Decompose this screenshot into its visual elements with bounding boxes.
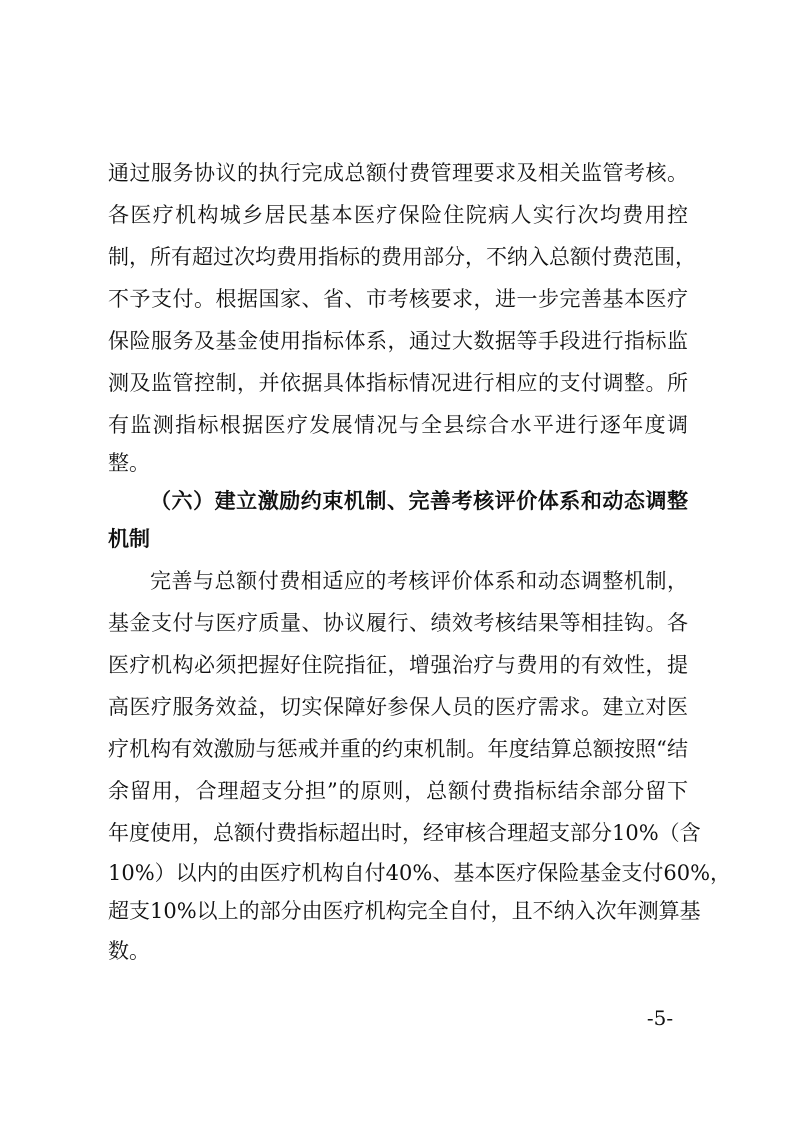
body-line: 数。 xyxy=(108,939,150,963)
body-line: 完善与总额付费相适应的考核评价体系和动态调整机制， xyxy=(150,569,688,593)
body-line: 测及监管控制，并依据具体指标情况进行相应的支付调整。所 xyxy=(108,371,688,395)
body-line: 高医疗服务效益，切实保障好参保人员的医疗需求。建立对医 xyxy=(108,695,688,719)
body-line: 制，所有超过次均费用指标的费用部分，不纳入总额付费范围， xyxy=(108,245,696,269)
body-line: 医疗机构必须把握好住院指征，增强治疗与费用的有效性，提 xyxy=(108,653,688,677)
body-line: 年度使用，总额付费指标超出时，经审核合理超支部分10%（含 xyxy=(108,821,701,845)
body-line: 通过服务协议的执行完成总额付费管理要求及相关监管考核。 xyxy=(108,161,688,185)
body-line: 余留用，合理超支分担”的原则，总额付费指标结余部分留下 xyxy=(108,779,688,803)
body-line: 超支10%以上的部分由医疗机构完全自付，且不纳入次年测算基 xyxy=(108,899,701,923)
section-heading-continued: 机制 xyxy=(108,526,150,551)
section-heading: （六）建立激励约束机制、完善考核评价体系和动态调整 xyxy=(150,488,688,513)
body-line: 各医疗机构城乡居民基本医疗保险住院病人实行次均费用控 xyxy=(108,203,688,227)
body-line: 有监测指标根据医疗发展情况与全县综合水平进行逐年度调 xyxy=(108,413,688,437)
page-number: -5- xyxy=(646,1006,674,1030)
body-line: 疗机构有效激励与惩戒并重的约束机制。年度结算总额按照“结 xyxy=(108,737,688,761)
body-line: 整。 xyxy=(108,451,150,475)
body-line: 不予支付。根据国家、省、市考核要求，进一步完善基本医疗 xyxy=(108,287,688,311)
body-line: 保险服务及基金使用指标体系，通过大数据等手段进行指标监 xyxy=(108,329,688,353)
body-line: 基金支付与医疗质量、协议履行、绩效考核结果等相挂钩。各 xyxy=(108,611,688,635)
body-line: 10%）以内的由医疗机构自付40%、基本医疗保险基金支付60%， xyxy=(108,861,732,885)
